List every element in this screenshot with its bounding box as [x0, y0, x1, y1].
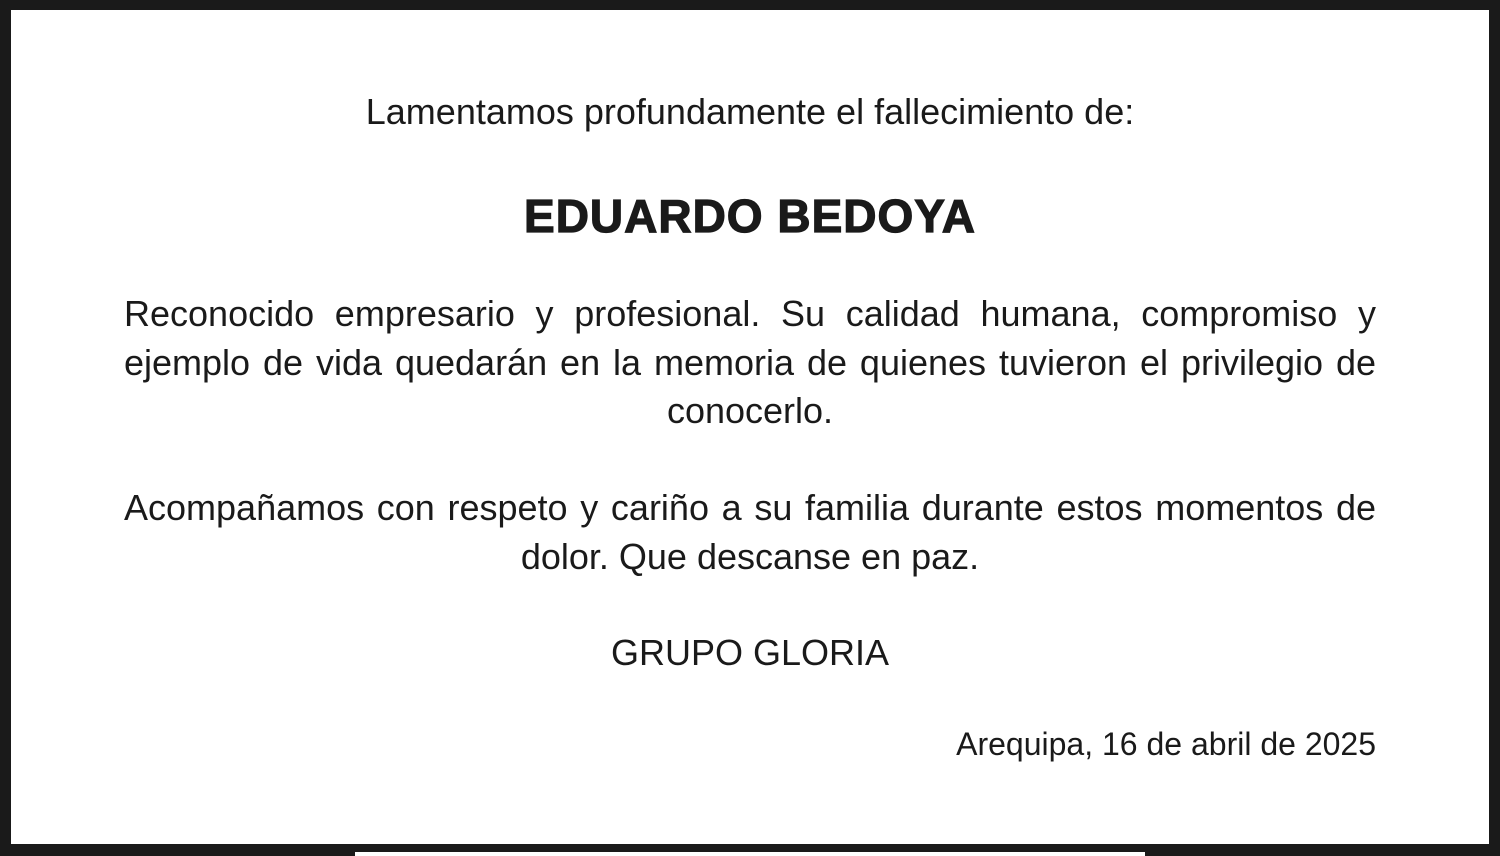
bottom-edge-strip — [355, 852, 1145, 856]
deceased-name: EDUARDO BEDOYA — [524, 190, 976, 242]
condolence-paragraph: Acompañamos con respeto y cariño a su familia durante estos momentos de dolor. Que descanse en paz. — [124, 487, 1376, 577]
notice-intro: Lamentamos profundamente el fallecimiento de: — [365, 91, 1135, 132]
place-and-date: Arequipa, 16 de abril de 2025 — [956, 726, 1376, 762]
signer-name: GRUPO GLORIA — [610, 632, 890, 673]
tribute-paragraph: Reconocido empresario y profesional. Su calidad humana, compromiso y ejemplo de vida quedarán en la memoria de quienes tuvieron el privilegio de conocerlo. — [124, 293, 1376, 431]
